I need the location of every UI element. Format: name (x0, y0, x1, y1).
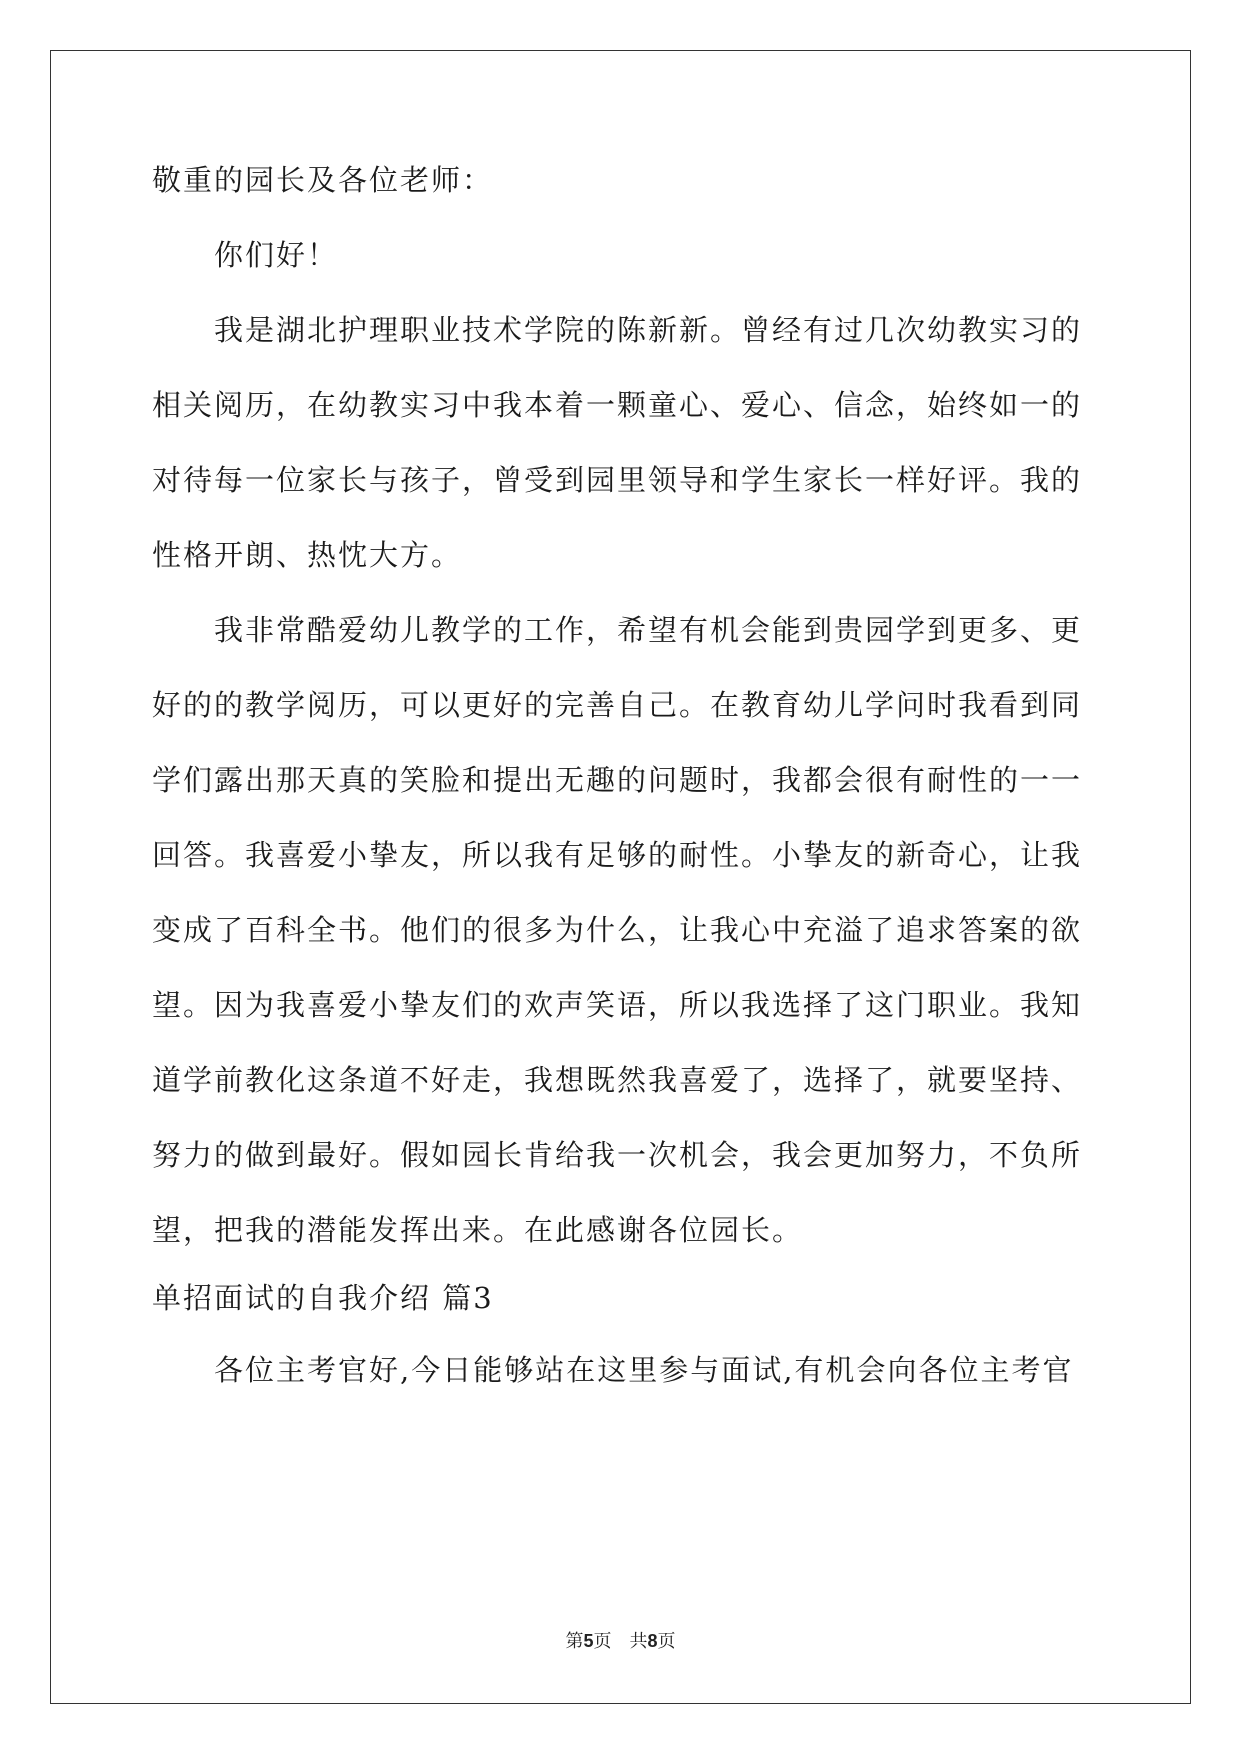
footer-mid: 页 共 (593, 1631, 648, 1652)
paragraph-line: 变成了百科全书。他们的很多为什么，让我心中充溢了追求答案的欲 (152, 913, 1083, 947)
page-footer (0, 1627, 1241, 1653)
paragraph-line: 相关阅历，在幼教实习中我本着一颗童心、爱心、信念，始终如一的 (152, 388, 1083, 422)
paragraph-line: 对待每一位家长与孩子，曾受到园里领导和学生家长一样好评。我的 (152, 463, 1083, 497)
footer-suffix: 页 (657, 1631, 676, 1652)
paragraph-line: 各位主考官好,今日能够站在这里参与面试,有机会向各位主考官 (214, 1353, 1074, 1387)
paragraph-line: 望。因为我喜爱小挚友们的欢声笑语，所以我选择了这门职业。我知 (152, 988, 1083, 1022)
paragraph-line: 努力的做到最好。假如园长肯给我一次机会，我会更加努力，不负所 (152, 1138, 1083, 1172)
section-heading: 单招面试的自我介绍 篇3 (152, 1281, 494, 1315)
page-total: 8 (647, 1631, 658, 1651)
paragraph-line: 我非常酷爱幼儿教学的工作，希望有机会能到贵园学到更多、更 (214, 613, 1083, 647)
greeting-line: 你们好！ (214, 238, 339, 272)
paragraph-line: 性格开朗、热忱大方。 (152, 538, 463, 572)
paragraph-line: 学们露出那天真的笑脸和提出无趣的问题时，我都会很有耐性的一一 (152, 763, 1083, 797)
page-border (50, 50, 1191, 1704)
paragraph-line: 望，把我的潜能发挥出来。在此感谢各位园长。 (152, 1213, 804, 1247)
paragraph-line: 回答。我喜爱小挚友，所以我有足够的耐性。小挚友的新奇心，让我 (152, 838, 1083, 872)
footer-prefix: 第 (565, 1631, 584, 1652)
paragraph-line: 好的的教学阅历，可以更好的完善自己。在教育幼儿学问时我看到同 (152, 688, 1083, 722)
paragraph-line: 我是湖北护理职业技术学院的陈新新。曾经有过几次幼教实习的 (214, 313, 1083, 347)
paragraph-line: 道学前教化这条道不好走，我想既然我喜爱了，选择了，就要坚持、 (152, 1063, 1083, 1097)
page-number: 5 (583, 1631, 594, 1651)
salutation-line: 敬重的园长及各位老师： (152, 163, 494, 197)
